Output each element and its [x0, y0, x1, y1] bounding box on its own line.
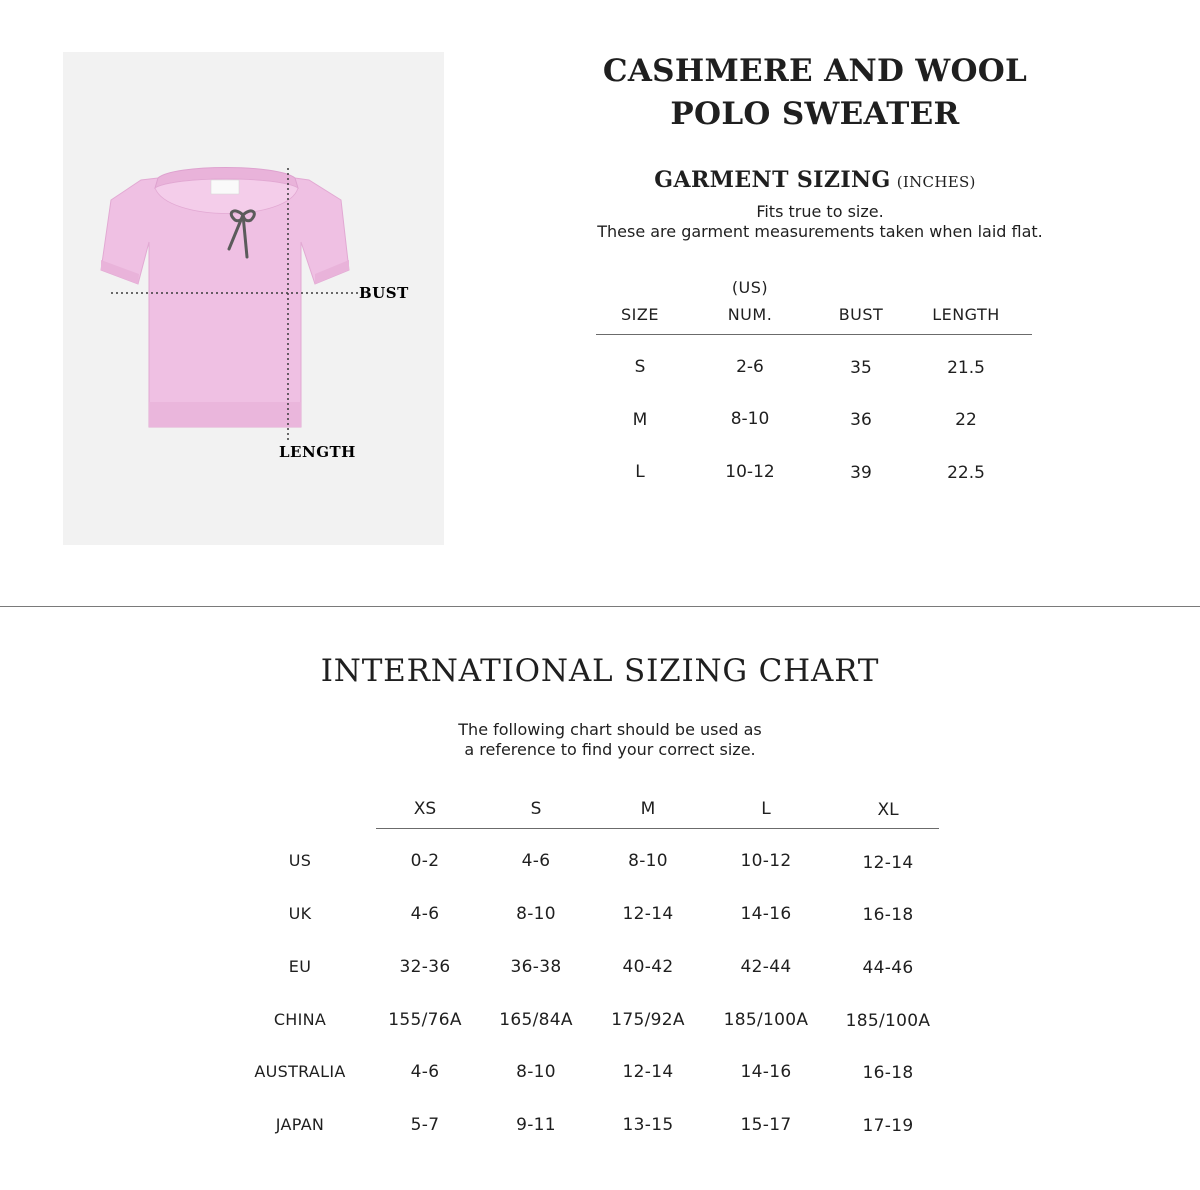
section-divider	[0, 606, 1200, 607]
product-title	[580, 50, 1050, 136]
garment-sizing-unit: (INCHES)	[896, 173, 976, 191]
table-cell: 4-6	[410, 904, 440, 924]
international-note-line-2: a reference to find your correct size.	[464, 740, 756, 759]
table-cell: 5-7	[410, 1115, 440, 1135]
row-label-us: US	[288, 851, 312, 870]
fit-note-line-1: Fits true to size.	[756, 202, 884, 221]
num-cell: 8-10	[730, 409, 770, 429]
table-cell: 40-42	[622, 957, 674, 977]
garment-sizing-title: GARMENT SIZING	[654, 167, 891, 193]
neck-tag	[211, 180, 239, 194]
fit-note	[520, 202, 1120, 242]
table-cell: 12-14	[622, 904, 674, 924]
table-cell: 185/100A	[723, 1010, 809, 1030]
table-cell: 9-11	[516, 1115, 556, 1135]
table-cell: 44-46	[862, 958, 914, 978]
table-cell: 16-18	[862, 905, 914, 925]
table-cell: 8-10	[516, 904, 556, 924]
length-cell: 21.5	[947, 358, 985, 378]
table-cell: 165/84A	[499, 1010, 573, 1030]
bust-cell: 36	[850, 410, 872, 430]
num-cell: 2-6	[736, 357, 764, 377]
table-cell: 12-14	[862, 853, 914, 873]
size-header-xs: XS	[413, 799, 437, 819]
column-header-num: NUM.	[727, 305, 773, 324]
international-table-rule	[376, 828, 939, 829]
table-cell: 14-16	[740, 1062, 792, 1082]
table-cell: 12-14	[622, 1062, 674, 1082]
table-cell: 185/100A	[845, 1011, 931, 1031]
international-note-line-1: The following chart should be used as	[458, 720, 762, 739]
bust-label: BUST	[359, 284, 409, 302]
table-cell: 32-36	[399, 957, 451, 977]
garment-table-rule	[596, 334, 1032, 335]
table-cell: 155/76A	[388, 1010, 462, 1030]
table-cell: 8-10	[516, 1062, 556, 1082]
length-cell: 22.5	[947, 463, 985, 483]
size-header-s: S	[530, 799, 542, 819]
row-label-japan: JAPAN	[275, 1115, 325, 1134]
product-image-panel	[63, 52, 444, 545]
table-cell: 175/92A	[611, 1010, 685, 1030]
size-cell: L	[635, 462, 645, 482]
international-chart-title: INTERNATIONAL SIZING CHART	[320, 653, 880, 689]
table-cell: 13-15	[622, 1115, 674, 1135]
table-cell: 36-38	[510, 957, 562, 977]
table-cell: 42-44	[740, 957, 792, 977]
table-cell: 0-2	[410, 851, 440, 871]
table-cell: 16-18	[862, 1063, 914, 1083]
sweater-body	[101, 178, 349, 427]
sweater-illustration	[63, 52, 444, 545]
bust-cell: 35	[850, 358, 872, 378]
column-header-num-top: (US)	[731, 278, 769, 297]
row-label-uk: UK	[288, 904, 312, 923]
bust-cell: 39	[850, 463, 872, 483]
size-header-xl: XL	[877, 800, 899, 820]
table-cell: 15-17	[740, 1115, 792, 1135]
table-cell: 17-19	[862, 1116, 914, 1136]
size-cell: S	[634, 357, 646, 377]
table-cell: 10-12	[740, 851, 792, 871]
table-cell: 4-6	[410, 1062, 440, 1082]
garment-sizing-heading	[560, 167, 1070, 193]
column-header-bust: BUST	[838, 305, 884, 324]
column-header-size: SIZE	[621, 305, 659, 324]
size-header-l: L	[761, 799, 771, 819]
length-label: LENGTH	[279, 443, 356, 461]
row-label-china: CHINA	[273, 1010, 327, 1029]
size-cell: M	[632, 410, 648, 430]
column-header-length: LENGTH	[932, 305, 1000, 324]
table-cell: 4-6	[521, 851, 551, 871]
product-title-line-2: POLO SWEATER	[670, 96, 960, 132]
row-label-eu: EU	[288, 957, 312, 976]
product-title-line-1: CASHMERE AND WOOL	[602, 53, 1028, 89]
table-cell: 14-16	[740, 904, 792, 924]
size-header-m: M	[640, 799, 656, 819]
fit-note-line-2: These are garment measurements taken when laid flat.	[597, 222, 1043, 241]
num-cell: 10-12	[725, 462, 775, 482]
length-cell: 22	[955, 410, 977, 430]
row-label-australia: AUSTRALIA	[254, 1062, 346, 1081]
table-cell: 8-10	[628, 851, 668, 871]
international-chart-note	[300, 720, 920, 760]
